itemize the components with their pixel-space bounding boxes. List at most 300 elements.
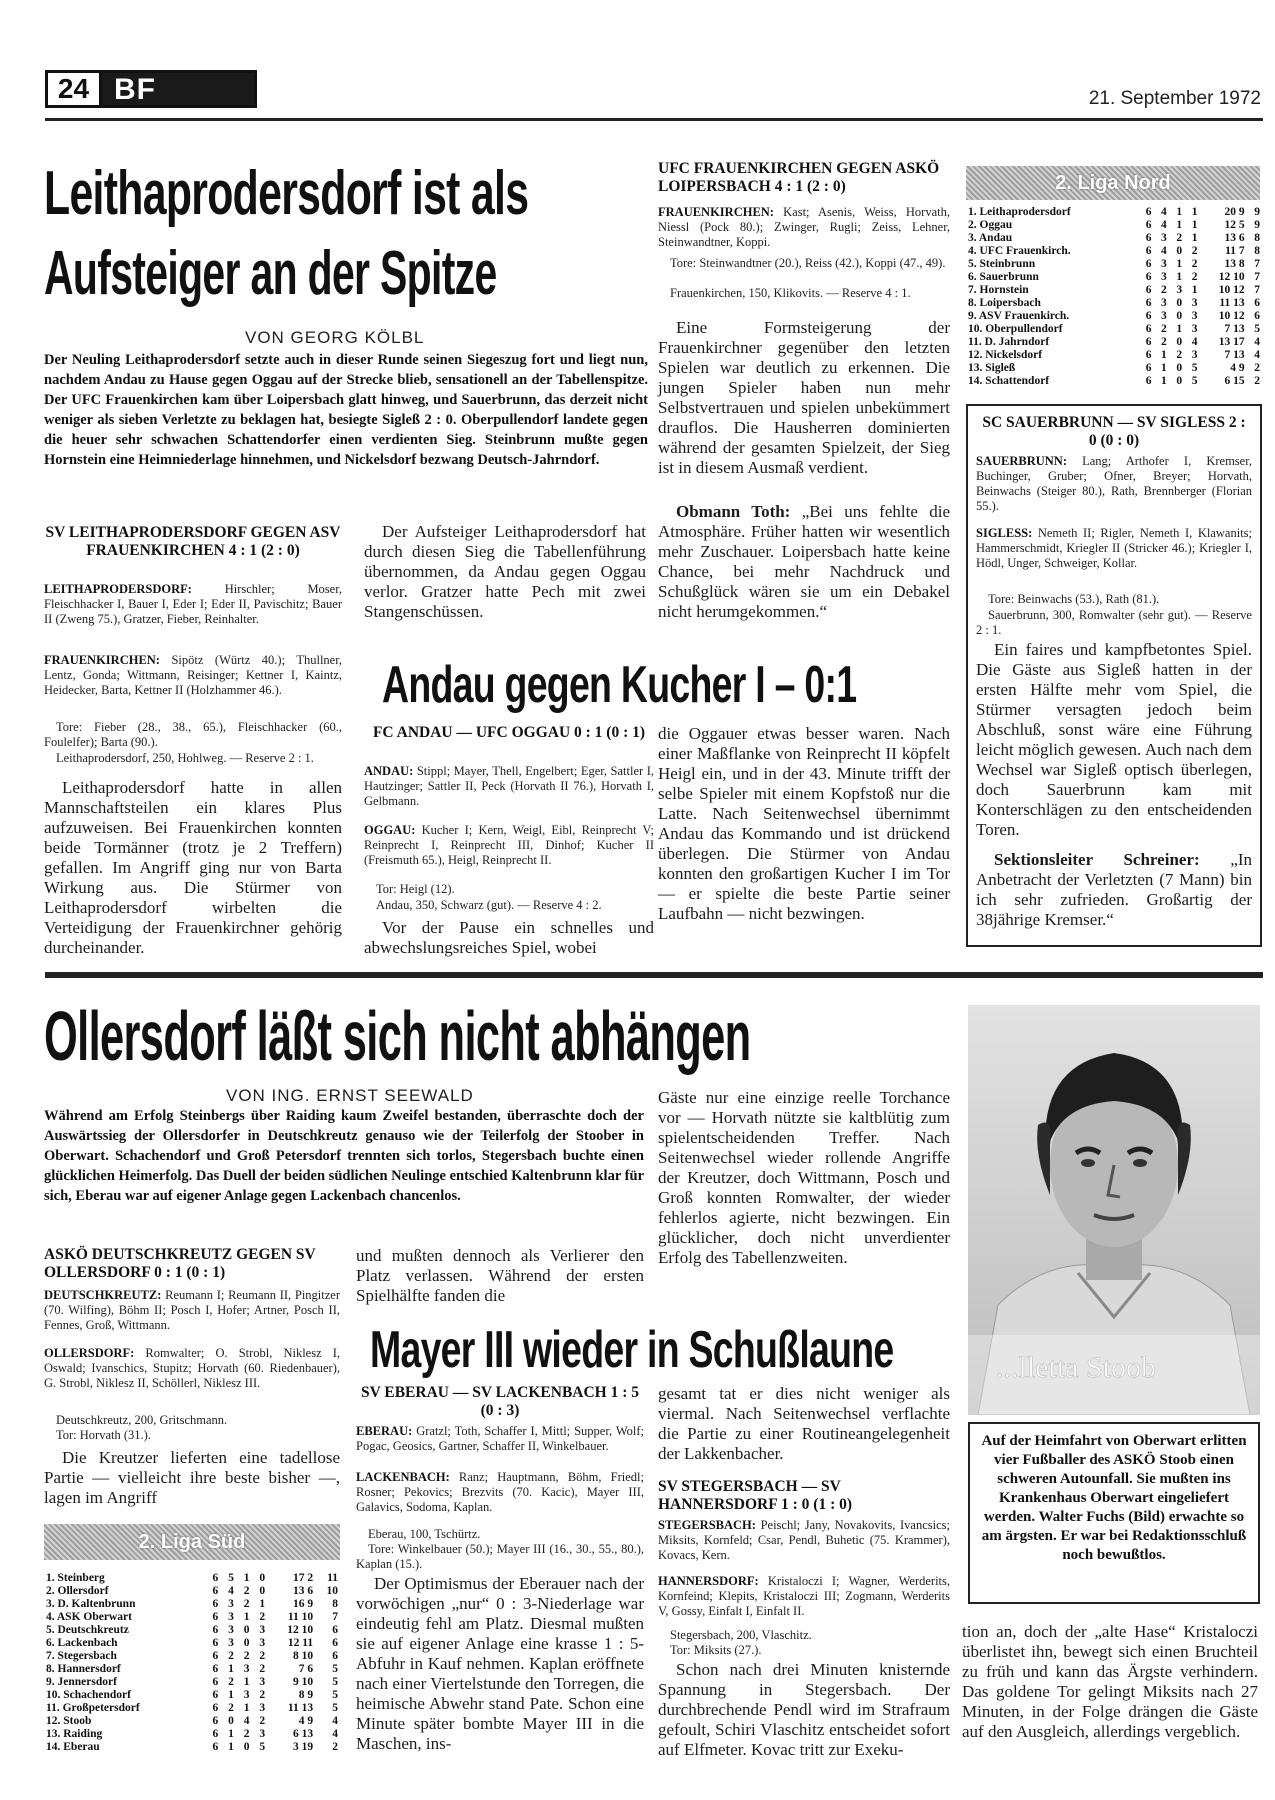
standings-row	[46, 1663, 338, 1676]
stat-cell: 17 2	[292, 1572, 314, 1584]
team-name: 10. Schachendorf	[46, 1689, 131, 1701]
stat-cell: 3	[259, 1624, 266, 1636]
team-name: 5. Deutschkreutz	[46, 1624, 129, 1636]
stat-cell: 6	[332, 1624, 338, 1636]
stat-cell: 11	[327, 1572, 338, 1584]
stat-cell: 6	[1145, 245, 1152, 257]
team-label: ANDAU:	[364, 764, 414, 778]
lineup-text: Nemeth II; Rigler, Nemeth I, Klawanits; Hammerschmidt, Kriegler II (Stricker 46.); Kriegler I, Hödl, Unger, Schweiger, Kollar.	[976, 526, 1252, 570]
team-name: 7. Stegersbach	[46, 1650, 117, 1662]
stat-cell: 3	[1161, 271, 1167, 283]
stat-cell: 6	[212, 1741, 219, 1753]
lineup-text: Kast; Asenis, Weiss, Horvath, Niessl (Pock 80.); Zwinger, Rugli; Zeiss, Lehner, Steinwandtner, Koppi.	[658, 205, 950, 249]
stat-cell: 6	[1145, 297, 1152, 309]
stat-cell: 6	[212, 1572, 219, 1584]
info-eberau: Eberau, 100, Tschürtz.	[368, 1527, 481, 1541]
info-andau: Andau, 350, Schwarz (gut). — Reserve 4 : 2.	[376, 898, 602, 912]
match-title-sauerbrunn: SC SAUERBRUNN — SV SIGLESS 2 : 0 (0 : 0)	[982, 414, 1246, 449]
stat-cell: 2	[1161, 284, 1167, 296]
stat-cell: 1	[1176, 219, 1183, 231]
text-stegersbach-2: tion an, doch der „alte Hase“ Kristaloczi überlistet ihn, bewegt sich einen Bruchteil zu früh und kann das Ärgste verhindern. Das goldene Tor gelingt Miksits nach 27 Minuten, in der Folge drängen die Gäste auf den Ausgleich, allerdings vergeblich.	[962, 1622, 1258, 1741]
team-name: 10. Oberpullendorf	[968, 323, 1063, 335]
standings-nord-table	[968, 206, 1260, 388]
stat-cell: 7 13	[1224, 349, 1245, 361]
stat-cell: 13 6	[1224, 232, 1245, 244]
stat-cell: 0	[259, 1572, 266, 1584]
lineup-text: Sipötz (Würtz 40.); Thullner, Lentz, Gonda; Wittmann, Reisinger; Kettner I, Kaintz, Heidecker, Barta, Kettner II (Holzhammer 46.).	[44, 653, 343, 697]
match-title-deutschkreutz: ASKÖ DEUTSCHKREUTZ GEGEN SV OLLERSDORF 0 : 1 (0 : 1)	[44, 1246, 316, 1281]
team-name: 7. Hornstein	[968, 284, 1029, 296]
stat-cell: 5	[228, 1572, 234, 1584]
stat-cell: 6	[1254, 310, 1260, 322]
stat-cell: 0	[243, 1624, 250, 1636]
stat-cell: 0	[228, 1715, 234, 1727]
standings-row	[46, 1611, 338, 1624]
team-label: EBERAU:	[356, 1424, 413, 1438]
stat-cell: 7 6	[298, 1663, 314, 1675]
standings-sued-title: 2. Liga Süd	[44, 1524, 340, 1560]
info-deutschkreutz: Deutschkreutz, 200, Gritschmann.	[56, 1413, 228, 1427]
stat-cell: 1	[1176, 258, 1183, 270]
text-match2: Eine Formsteigerung der Frauenkirchner gegenüber den letzten Spielen war deutlich zu erkennen. Die jungen Spieler haben nun mehr Selbstvertrauen und spielen unbekümmert drauflos. Die Hausherren dominierten während der gesamten Spielzeit, der Sieg ist in diesem Ausmaß verdient.	[658, 318, 950, 477]
stat-cell: 5	[1191, 362, 1198, 374]
stat-cell: 2	[259, 1650, 266, 1662]
quote-schreiner	[976, 850, 1252, 930]
team-name: 4. UFC Frauenkirch.	[968, 245, 1071, 257]
stat-cell: 4	[1191, 336, 1198, 348]
stat-cell: 0	[1176, 310, 1183, 322]
stat-cell: 12 11	[287, 1637, 314, 1649]
stat-cell: 2	[259, 1689, 266, 1701]
lineup-sauerbrunn	[976, 454, 1252, 514]
top-rule	[45, 118, 1263, 121]
lineup-leithaprodersdorf	[44, 582, 342, 627]
quote-text: „In Anbetracht der Verletzten (7 Mann) bin ich sehr zufrieden. Großartig der 38jährige Kremser.“	[976, 850, 1253, 929]
stat-cell: 1	[1191, 284, 1198, 296]
stat-cell: 1	[228, 1663, 234, 1675]
match-title-stegersbach: SV STEGERSBACH — SV HANNERSDORF 1 : 0 (1 : 0)	[658, 1478, 853, 1513]
team-name: 9. ASV Frauenkirch.	[968, 310, 1070, 322]
stat-cell: 6	[1145, 375, 1152, 387]
text-match1: Leithaprodersdorf hatte in allen Mannschaftsteilen ein klares Plus aufzuweisen. Bei Frauenkirchen konnten beide Tormänner (trotz je 2 Treffern) gefallen. Im Angriff ging nur von Barta Wirkung aus. Die Stürmer von Leithaprodersdorf wirbelten die Verteidigung der Frauenkirchner gehörig durcheinander.	[44, 778, 342, 957]
headline-leithaprodersdorf-2: Aufsteiger an der Spitze	[44, 239, 497, 308]
standings-row	[46, 1650, 338, 1663]
stat-cell: 7	[1254, 258, 1260, 270]
stat-cell: 3	[259, 1676, 266, 1688]
stat-cell: 20 9	[1224, 206, 1245, 218]
stat-cell: 3	[228, 1637, 234, 1649]
team-name: 8. Hannersdorf	[46, 1663, 121, 1675]
team-label: SIGLESS:	[976, 526, 1033, 540]
goals-eberau: Tore: Winkelbauer (50.); Mayer III (16., 30., 55., 80.), Kaplan (15.).	[356, 1542, 644, 1571]
stat-cell: 6	[1145, 258, 1152, 270]
stat-cell: 6	[212, 1702, 219, 1714]
standings-row	[968, 245, 1260, 258]
stat-cell: 0	[1176, 362, 1183, 374]
text-sauerbrunn: Ein faires und kampfbetontes Spiel. Die Gäste aus Sigleß hatten in der ersten Hälfte mehr vom Spiel, die Stürmer versagten jedoch beim Abschluß, sonst wäre eine Führung leicht möglich gewesen. Auch nach dem Wechsel war Sigleß optisch überlegen, doch Sauerbrunn kam mit Konterschlägen zu den entscheidenden Toren.	[976, 640, 1252, 839]
stat-cell: 10	[326, 1585, 338, 1597]
standings-row	[968, 297, 1260, 310]
stat-cell: 6	[212, 1689, 219, 1701]
lineup-oggau	[364, 823, 654, 868]
stat-cell: 4	[1161, 245, 1167, 257]
goals-match2: Tore: Steinwandtner (20.), Reiss (42.), Koppi (47., 49).	[670, 256, 946, 270]
stat-cell: 4	[1161, 206, 1167, 218]
team-name: 3. D. Kaltenbrunn	[46, 1598, 136, 1610]
stat-cell: 5	[1191, 375, 1198, 387]
match-title-eberau: SV EBERAU — SV LACKENBACH 1 : 5 (0 : 3)	[360, 1384, 640, 1419]
team-label: OGGAU:	[364, 823, 416, 837]
stat-cell: 6	[212, 1611, 219, 1623]
stat-cell: 8	[1254, 232, 1260, 244]
stat-cell: 3	[228, 1624, 234, 1636]
stat-cell: 3	[228, 1611, 234, 1623]
stat-cell: 2	[1161, 323, 1167, 335]
stat-cell: 1	[1161, 362, 1167, 374]
stat-cell: 1	[1161, 349, 1167, 361]
lineup-sigless	[976, 526, 1252, 571]
lineup-text: Kucher I; Kern, Weigl, Eibl, Reinprecht V; Reinprecht I, Reinprecht III, Dinhof; Kucher II (Freismuth 65.), Heigl, Reinprecht II.	[364, 823, 654, 867]
text-deutschkreutz-1: Die Kreutzer lieferten eine tadellose Partie — vielleicht ihre beste bisher —, lagen im Angriff	[44, 1448, 340, 1507]
standings-row	[968, 206, 1260, 219]
stat-cell: 3	[1161, 258, 1167, 270]
stat-cell: 4	[228, 1585, 234, 1597]
stat-cell: 2	[1191, 258, 1198, 270]
stat-cell: 2	[243, 1728, 250, 1740]
standings-row	[46, 1676, 338, 1689]
headline-ollersdorf: Ollersdorf läßt sich nicht abhängen	[44, 997, 751, 1075]
text-col2: Der Aufsteiger Leithaprodersdorf hat durch diesen Sieg die Tabellenführung übernommen, da Andau gegen Oggau verlor. Gratzer hatte Pech mit zwei Stangenschüssen.	[364, 522, 646, 621]
stat-cell: 13 6	[292, 1585, 314, 1597]
standings-row	[46, 1728, 338, 1741]
headline-mayer: Mayer III wieder in Schußlaune	[370, 1321, 894, 1379]
team-name: 13. Raiding	[46, 1728, 103, 1740]
info-match1: Leithaprodersdorf, 250, Hohlweg. — Reserve 2 : 1.	[56, 751, 314, 765]
stat-cell: 6	[1145, 310, 1152, 322]
text-deutschkreutz-3: Gäste nur eine einzige reelle Torchance vor — Horvath nützte sie kaltblütig zum spielentscheidenden Treffer. Nach Seitenwechsel wieder rollende Angriffe der Kreutzer, doch Wittmann, Posch und Groß konnten Romwalter, der wieder fehlerlos agierte, nicht bezwingen. Ein glücklicher, doch nicht unverdienter Erfolg des Tabellenzweiten.	[658, 1088, 950, 1267]
stat-cell: 6 13	[292, 1728, 314, 1740]
standings-nord-title: 2. Liga Nord	[966, 166, 1260, 200]
team-name: 1. Leithaprodersdorf	[968, 206, 1071, 218]
stat-cell: 6	[1145, 284, 1152, 296]
team-name: 1. Steinberg	[46, 1572, 105, 1584]
team-name: 8. Loipersbach	[968, 297, 1041, 309]
stat-cell: 8	[1254, 245, 1260, 257]
stat-cell: 10 12	[1218, 310, 1245, 322]
stat-cell: 6	[212, 1728, 219, 1740]
team-name: 11. Großpetersdorf	[46, 1702, 140, 1714]
stat-cell: 6	[212, 1598, 219, 1610]
standings-row	[46, 1702, 338, 1715]
team-name: 14. Eberau	[46, 1741, 100, 1753]
stat-cell: 0	[243, 1741, 250, 1753]
lead-ollersdorf: Während am Erfolg Steinbergs über Raiding kaum Zweifel bestanden, überraschte doch der Auswärtssieg der Ollersdorfer in Deutschkreutz genauso wie der Teilerfolg der Stoober in Oberwart. Schachendorf und Groß Petersdorf trennten sich torlos, Stegersbach buchte einen glücklichen Heimerfolg. Das Duell der beiden südlichen Neulinge entschied Kaltenbrunn klar für sich, Eberau war auf eigener Anlage gegen Lackenbach chancenlos.	[44, 1108, 644, 1204]
lineup-text: Hirschler; Moser, Fleischhacker I, Bauer I, Eder I; Eder II, Pavischitz; Bauer II (Zweng 75.), Gratzer, Fieber, Reinhalter.	[44, 582, 343, 626]
stat-cell: 6 15	[1224, 375, 1245, 387]
stat-cell: 2	[243, 1650, 250, 1662]
stat-cell: 16 9	[292, 1598, 314, 1610]
stat-cell: 12 10	[287, 1624, 314, 1636]
stat-cell: 11 7	[1225, 245, 1245, 257]
stat-cell: 6	[212, 1676, 219, 1688]
standings-row	[968, 375, 1260, 388]
lineup-deutschkreutz	[44, 1288, 340, 1333]
text-stegersbach-1: Schon nach drei Minuten knisternde Spannung in Stegersbach. Der durchbrechende Pendl wird im Strafraum gefoult, Schiri Vlaschitz entscheidet sofort auf Elfmeter. Kovac tritt zur Exeku-	[658, 1660, 950, 1759]
stat-cell: 2	[228, 1702, 234, 1714]
team-name: 9. Jennersdorf	[46, 1676, 117, 1688]
stat-cell: 3	[1161, 310, 1167, 322]
stat-cell: 7 13	[1224, 323, 1245, 335]
lineup-text: Gratzl; Toth, Schaffer I, Mittl; Supper, Wolf; Pogac, Geosics, Gartner, Schaffer II, Winkelbauer.	[356, 1424, 644, 1453]
lineup-text: Kristaloczi I; Wagner, Werderits, Kornfeind; Klepits, Kristaloczi III; Zogmann, Werderits V, Gossy, Einfalt I, Einfalt II.	[658, 1574, 950, 1618]
lineup-text: Lang; Arthofer I, Kremser, Buchinger, Gruber; Ofner, Breyer; Horvath, Beinwachs (Steiger 80.), Rath, Brennberger (Florian 55.).	[976, 454, 1252, 513]
stat-cell: 0	[1176, 297, 1183, 309]
team-label: STEGERSBACH:	[658, 1518, 756, 1532]
stat-cell: 1	[1191, 219, 1198, 231]
stat-cell: 3	[1191, 310, 1198, 322]
standings-row	[968, 336, 1260, 349]
team-name: 12. Stoob	[46, 1715, 92, 1727]
stat-cell: 2	[1191, 271, 1198, 283]
stat-cell: 3	[243, 1663, 250, 1675]
stat-cell: 7	[1254, 271, 1260, 283]
stat-cell: 6	[1145, 232, 1152, 244]
standings-row	[968, 258, 1260, 271]
quote-text: „Bei uns fehlte die Atmosphäre. Früher hatten wir wesentlich mehr Zuschauer. Loipersbach hatte keine Chance, bei mehr Nachdruck und Schußglück wären sie um ein Debakel nicht herumgekommen.“	[658, 502, 951, 621]
photo-caption: Auf der Heimfahrt von Oberwart erlitten vier Fußballer des ASKÖ Stoob einen schweren Autounfall. Sie mußten ins Krankenhaus Oberwart eingeliefert werden. Walter Fuchs (Bild) erwachte so am ärgsten. Er war bei Redaktionsschluß noch bewußtlos.	[981, 1433, 1247, 1563]
team-name: 11. D. Jahrndorf	[968, 336, 1050, 348]
lineup-eberau	[356, 1424, 644, 1454]
stat-cell: 2	[1254, 375, 1260, 387]
standings-row	[968, 232, 1260, 245]
lineup-frauenkirchen	[44, 653, 342, 698]
stat-cell: 6	[1145, 362, 1152, 374]
text-eberau-1: Der Optimismus der Eberauer nach der vorwöchigen „nur“ 0 : 3-Niederlage war eindeutig fehl am Platz. Diesmal mußten sie auf eigener Anlage eine krasse 1 : 5-Abfuhr in Kauf nehmen. Kaplan eröffnete nach einer Viertelstunde den Torregen, die heimische Abwehr stand Pate. Schon eine Minute später bombte Mayer III in die Maschen, ins-	[356, 1574, 644, 1753]
standings-row	[46, 1572, 338, 1585]
portrait-image	[968, 1005, 1260, 1415]
stat-cell: 6	[212, 1715, 219, 1727]
info-match2: Frauenkirchen, 150, Klikovits. — Reserve 4 : 1.	[670, 286, 911, 300]
lineup-text: Stippl; Mayer, Thell, Engelbert; Eger, Sattler I, Hautzinger; Sattler II, Peck (Horvath II 76.), Horvath I, Gelbmann.	[364, 764, 654, 808]
photo-overlay-text: ...lletta Stoob	[996, 1351, 1156, 1384]
stat-cell: 0	[243, 1637, 250, 1649]
stat-cell: 6	[1145, 336, 1152, 348]
team-label: FRAUENKIRCHEN:	[658, 205, 774, 219]
team-label: SAUERBRUNN:	[976, 454, 1067, 468]
standings-row	[46, 1741, 338, 1754]
stat-cell: 2	[243, 1598, 250, 1610]
quote-name: Obmann Toth:	[676, 502, 791, 521]
standings-row	[968, 323, 1260, 336]
stat-cell: 5	[1254, 323, 1260, 335]
stat-cell: 4	[243, 1715, 250, 1727]
team-name: 6. Lackenbach	[46, 1637, 118, 1649]
stat-cell: 9	[1254, 219, 1260, 231]
stat-cell: 6	[1145, 349, 1152, 361]
byline-koelbl: VON GEORG KÖLBL	[245, 328, 425, 347]
standings-row	[968, 219, 1260, 232]
lineup-text: Ranz; Hauptmann, Böhm, Friedl; Rosner; Pekovics; Brezvits (70. Kacic), Mayer III, Galavics, Sodoma, Kaplan.	[356, 1470, 644, 1514]
stat-cell: 6	[212, 1650, 219, 1662]
stat-cell: 0	[1176, 245, 1183, 257]
goals-sauerbrunn: Tore: Beinwachs (53.), Rath (81.).	[988, 592, 1160, 606]
byline-seewald: VON ING. ERNST SEEWALD	[226, 1086, 474, 1105]
team-label: LACKENBACH:	[356, 1470, 450, 1484]
stat-cell: 9	[1254, 206, 1260, 218]
text-deutschkreutz-2: und mußten dennoch als Verlierer den Platz verlassen. Während der ersten Spielhälfte fanden die	[356, 1246, 644, 1305]
stat-cell: 2	[1176, 349, 1183, 361]
team-label: HANNERSDORF:	[658, 1574, 759, 1588]
stat-cell: 12 5	[1224, 219, 1245, 231]
stat-cell: 3	[1161, 297, 1167, 309]
team-name: 14. Schattendorf	[968, 375, 1050, 387]
stat-cell: 11 13	[287, 1702, 314, 1714]
stat-cell: 3	[243, 1689, 250, 1701]
text-andau-2: die Oggauer etwas besser waren. Nach einer Maßflanke von Reinprecht II köpfelt Heigl ein, und in der 43. Minute trifft der selbe Spieler mit einem Kopfstoß nur die Latte. Nach Seitenwechsel übernimmt Andau das Kommando und ist drückend überlegen. Die Stürmer von Andau konnten den großartigen Kucher I im Tor — er spielte die beste Partie seiner Laufbahn — nicht bezwingen.	[658, 724, 950, 923]
stat-cell: 2	[243, 1585, 250, 1597]
stat-cell: 3	[228, 1598, 234, 1610]
lineup-stegersbach	[658, 1518, 950, 1563]
stat-cell: 11 13	[1219, 297, 1245, 309]
stat-cell: 5	[332, 1702, 338, 1714]
stat-cell: 5	[259, 1741, 266, 1753]
standings-row	[968, 310, 1260, 323]
quote-toth	[658, 502, 950, 622]
stat-cell: 11 10	[287, 1611, 314, 1623]
match-title-andau: FC ANDAU — UFC OGGAU 0 : 1 (0 : 1)	[372, 724, 646, 741]
lead-leithaprodersdorf: Der Neuling Leithaprodersdorf setzte auch in dieser Runde seinen Siegeszug fort und liegt nun, nachdem Andau zu Hause gegen Oggau auf der Strecke blieb, sensationell an der Tabellenspitze. Der UFC Frauenkirchen kam über Loipersbach glatt hinweg, und Sauerbrunn, das derzeit nicht weniger als sieben Verletzte zu beklagen hat, besiegte Sigleß 2 : 0. Oberpullendorf landete gegen die heuer sehr schwachen Schattendorfer einen verdienten Sieg. Steinbrunn mußte gegen Hornstein eine Heimniederlage hinnehmen, und Nickelsdorf bezwang Deutsch-Jahrndorf.	[44, 352, 648, 468]
team-name: 12. Nickelsdorf	[968, 349, 1043, 361]
stat-cell: 5	[332, 1663, 338, 1675]
stat-cell: 2	[332, 1741, 338, 1753]
stat-cell: 3	[1176, 284, 1183, 296]
stat-cell: 1	[1191, 206, 1198, 218]
stat-cell: 7	[332, 1611, 338, 1623]
lineup-text: Peischl; Jany, Novakovits, Ivancsics; Miksits, Kornfeld; Csar, Pendl, Buhetic (75. Krammer), Kovacs, Kern.	[658, 1518, 950, 1562]
stat-cell: 2	[1254, 362, 1260, 374]
stat-cell: 3	[259, 1728, 266, 1740]
stat-cell: 3	[1191, 349, 1198, 361]
stat-cell: 2	[259, 1611, 266, 1623]
stat-cell: 10 12	[1218, 284, 1245, 296]
team-label: OLLERSDORF:	[44, 1346, 135, 1360]
stat-cell: 5	[332, 1689, 338, 1701]
player-photo	[968, 1005, 1260, 1415]
lineup-frauenkirchen-2	[658, 205, 950, 250]
stat-cell: 4	[1161, 219, 1167, 231]
standings-row	[46, 1637, 338, 1650]
team-name: 3. Andau	[968, 232, 1013, 244]
goals-andau: Tor: Heigl (12).	[376, 882, 455, 896]
lineup-ollersdorf	[44, 1346, 340, 1391]
headline-leithaprodersdorf-1: Leithaprodersdorf ist als	[44, 159, 529, 228]
stat-cell: 4 9	[1230, 362, 1245, 374]
stat-cell: 2	[1176, 232, 1183, 244]
stat-cell: 8	[332, 1598, 338, 1610]
stat-cell: 3	[1191, 297, 1198, 309]
info-sauerbrunn: Sauerbrunn, 300, Romwalter (sehr gut). — Reserve 2 : 1.	[976, 608, 1252, 637]
stat-cell: 1	[1176, 323, 1183, 335]
match-title-frauenkirchen: UFC FRAUENKIRCHEN GEGEN ASKÖ LOIPERSBACH 4 : 1 (2 : 0)	[658, 160, 940, 195]
standings-row	[46, 1624, 338, 1637]
stat-cell: 7	[1254, 284, 1260, 296]
stat-cell: 8 10	[292, 1650, 314, 1662]
text-eberau-2: gesamt tat er dies nicht weniger als viermal. Nach Seitenwechsel verflachte die Partie zu einer Routineangelegenheit der Lakkenbacher.	[658, 1384, 950, 1463]
stat-cell: 1	[243, 1676, 250, 1688]
stat-cell: 2	[228, 1676, 234, 1688]
section-divider	[45, 972, 1263, 978]
lineup-lackenbach	[356, 1470, 644, 1515]
stat-cell: 1	[228, 1728, 234, 1740]
stat-cell: 2	[259, 1715, 266, 1727]
stat-cell: 6	[1145, 271, 1152, 283]
stat-cell: 13 17	[1218, 336, 1245, 348]
standings-sued-table	[46, 1572, 338, 1754]
stat-cell: 0	[1176, 336, 1183, 348]
stat-cell: 5	[332, 1676, 338, 1688]
standings-row	[968, 362, 1260, 375]
stat-cell: 6	[212, 1585, 219, 1597]
stat-cell: 6	[332, 1650, 338, 1662]
standings-row	[968, 271, 1260, 284]
brand-logo: BF	[114, 73, 156, 106]
stat-cell: 6	[212, 1637, 219, 1649]
stat-cell: 3 19	[292, 1741, 314, 1753]
stat-cell: 6	[332, 1637, 338, 1649]
headline-andau: Andau gegen Kucher I – 0:1	[382, 656, 857, 714]
stat-cell: 6	[1145, 206, 1152, 218]
text-andau-1: Vor der Pause ein schnelles und abwechslungsreiches Spiel, wobei	[364, 918, 654, 957]
lineup-hannersdorf	[658, 1574, 950, 1619]
team-label: FRAUENKIRCHEN:	[44, 653, 160, 667]
publication-date: 21. September 1972	[1088, 88, 1261, 109]
stat-cell: 12 10	[1218, 271, 1245, 283]
stat-cell: 1	[228, 1741, 234, 1753]
standings-row	[968, 349, 1260, 362]
stat-cell: 1	[1161, 375, 1167, 387]
team-name: 6. Sauerbrunn	[968, 271, 1039, 283]
stat-cell: 1	[1176, 206, 1183, 218]
goals-match1: Tore: Fieber (28., 38., 65.), Fleischhacker (60., Foulelfer); Barta (90.).	[44, 720, 342, 749]
stat-cell: 3	[259, 1702, 266, 1714]
stat-cell: 2	[259, 1663, 266, 1675]
stat-cell: 1	[259, 1598, 266, 1610]
team-label: LEITHAPRODERSDORF:	[44, 582, 192, 596]
page-number: 24	[48, 73, 102, 105]
standings-row	[46, 1689, 338, 1702]
stat-cell: 0	[1176, 375, 1183, 387]
masthead	[45, 70, 257, 108]
stat-cell: 6	[212, 1624, 219, 1636]
standings-row	[46, 1715, 338, 1728]
team-name: 2. Ollersdorf	[46, 1585, 109, 1597]
team-name: 4. ASK Oberwart	[46, 1611, 132, 1623]
stat-cell: 1	[1176, 271, 1183, 283]
stat-cell: 4 9	[298, 1715, 314, 1727]
stat-cell: 6	[212, 1663, 219, 1675]
team-name: 13. Sigleß	[968, 362, 1016, 374]
stat-cell: 13 8	[1224, 258, 1245, 270]
stat-cell: 1	[243, 1702, 250, 1714]
stat-cell: 1	[243, 1572, 250, 1584]
stat-cell: 4	[332, 1715, 338, 1727]
quote-name: Sektionsleiter Schreiner:	[994, 850, 1200, 869]
stat-cell: 3	[1161, 232, 1167, 244]
stat-cell: 4	[1254, 349, 1260, 361]
stat-cell: 4	[332, 1728, 338, 1740]
stat-cell: 6	[1145, 219, 1152, 231]
standings-row	[46, 1585, 338, 1598]
